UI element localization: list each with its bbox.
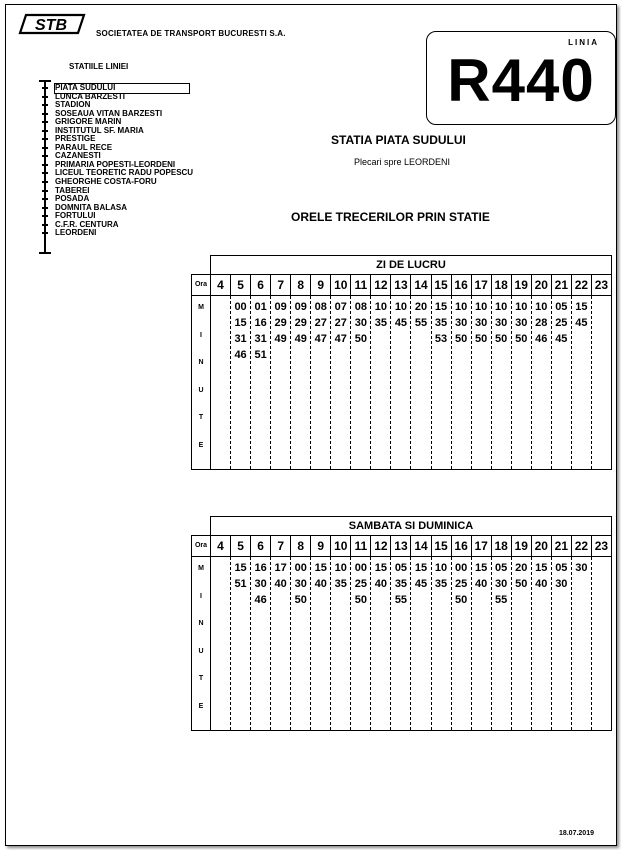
departure-minute: 20 — [515, 562, 528, 574]
departure-minute: 09 — [294, 301, 307, 313]
departure-minute: 07 — [334, 301, 347, 313]
departure-minute: 30 — [454, 317, 468, 329]
hour-cell: 15 — [432, 275, 452, 295]
hour-cell: 5 — [231, 536, 251, 556]
departure-minute: 30 — [294, 578, 307, 590]
departure-minute: 30 — [475, 317, 488, 329]
departure-minute: 15 — [234, 317, 247, 329]
minute-letter: M — [198, 304, 204, 311]
hour-cell: 16 — [452, 536, 472, 556]
station-name: DOMNITA BALASA — [55, 202, 127, 212]
departure-minute: 25 — [555, 317, 568, 329]
station-name: CAZANESTI — [55, 151, 101, 161]
print-date: 18.07.2019 — [558, 830, 594, 837]
departure-minute: 16 — [254, 562, 267, 574]
line-badge — [426, 31, 616, 125]
hour-column — [552, 296, 572, 469]
hour-label: Ora — [192, 536, 211, 556]
stop-title: STATIA PIATA SUDULUI — [331, 133, 466, 147]
direction-text: Plecari spre LEORDENI — [354, 157, 451, 167]
departure-minute: 05 — [555, 301, 568, 313]
hour-cell: 11 — [351, 275, 371, 295]
hour-cell: 6 — [251, 536, 271, 556]
departure-minute: 30 — [575, 562, 588, 574]
hour-column — [512, 296, 532, 469]
departure-minute: 45 — [575, 317, 588, 329]
hour-cell: 9 — [311, 275, 331, 295]
station-name: TABEREI — [55, 185, 90, 195]
station-tick — [42, 190, 48, 192]
hour-column — [432, 557, 452, 730]
weekday-schedule — [191, 255, 612, 469]
minute-letter: N — [198, 620, 204, 627]
departure-minute: 10 — [535, 301, 548, 313]
hour-cell: 23 — [594, 539, 609, 553]
departure-minute: 50 — [475, 333, 488, 345]
departure-minute: 30 — [555, 578, 568, 590]
hour-cell: 21 — [552, 275, 572, 295]
station-tick — [42, 138, 48, 140]
hour-cell: 17 — [472, 275, 492, 295]
departure-minute: 31 — [254, 333, 267, 345]
departure-minute: 08 — [314, 301, 327, 313]
hour-column — [452, 296, 472, 469]
hour-cell: 8 — [291, 275, 311, 295]
hour-cell: 7 — [271, 536, 291, 556]
minutes-body — [191, 556, 612, 731]
hour-column — [371, 557, 391, 730]
hour-cell: 14 — [411, 536, 431, 556]
hour-cell: 4 — [211, 275, 231, 295]
departure-minute: 17 — [274, 562, 287, 574]
departure-minute: 09 — [274, 301, 287, 313]
hour-column — [271, 557, 291, 730]
hour-cell: 22 — [572, 536, 592, 556]
station-item — [55, 229, 193, 238]
hour-column — [472, 557, 492, 730]
hour-column — [592, 557, 611, 730]
departure-minute: 49 — [294, 333, 307, 345]
minutes-vertical-label — [192, 296, 211, 469]
minute-letter: E — [198, 702, 204, 710]
departure-minute: 46 — [535, 333, 548, 345]
station-tick — [42, 181, 48, 183]
route-line — [44, 82, 46, 254]
departure-minute: 53 — [434, 333, 448, 345]
station-name: STADION — [55, 100, 91, 110]
hour-cell: 13 — [391, 536, 411, 556]
departure-minute: 40 — [475, 578, 488, 590]
hour-column — [291, 557, 311, 730]
minute-letter: E — [198, 441, 204, 449]
hour-row — [191, 274, 612, 296]
departure-minute: 10 — [394, 301, 408, 313]
departure-minute: 40 — [274, 578, 287, 590]
hour-label: Ora — [192, 275, 211, 295]
hour-column — [331, 296, 351, 469]
hour-cell: 13 — [391, 275, 411, 295]
hour-column — [492, 557, 512, 730]
hour-cell: 11 — [351, 536, 371, 556]
hour-column — [512, 557, 532, 730]
departure-minute: 30 — [254, 578, 267, 590]
departure-minute: 15 — [374, 562, 388, 574]
hour-column — [391, 296, 411, 469]
departure-minute: 47 — [334, 333, 347, 345]
departure-minute: 01 — [254, 301, 267, 313]
minute-letter: I — [200, 331, 202, 339]
station-name: C.F.R. CENTURA — [55, 219, 119, 229]
departure-minute: 50 — [515, 333, 528, 345]
departure-minute: 05 — [555, 562, 568, 574]
departure-minute: 10 — [454, 301, 468, 313]
stb-logo — [18, 13, 86, 35]
station-list — [55, 84, 193, 238]
departure-minute: 50 — [354, 594, 367, 606]
departure-minute: 45 — [394, 317, 408, 329]
hour-column — [251, 296, 271, 469]
station-name: LEORDENI — [55, 228, 97, 238]
departure-minute: 20 — [414, 301, 428, 313]
departure-minute: 30 — [495, 578, 508, 590]
departure-minute: 55 — [414, 317, 428, 329]
station-tick — [42, 155, 48, 157]
departure-minute: 10 — [475, 301, 488, 313]
departure-minute: 46 — [254, 594, 267, 606]
minute-letter: I — [200, 592, 202, 600]
hour-cell: 20 — [532, 536, 552, 556]
departure-minute: 50 — [495, 333, 508, 345]
departure-minute: 50 — [454, 333, 468, 345]
departure-minute: 10 — [374, 301, 388, 313]
hour-column — [432, 296, 452, 469]
station-tick — [42, 104, 48, 106]
timetable-page — [5, 4, 617, 846]
departure-minute: 50 — [515, 578, 528, 590]
hour-column — [411, 557, 431, 730]
departure-minute: 08 — [354, 301, 367, 313]
hour-column — [291, 296, 311, 469]
hour-cell: 12 — [371, 275, 391, 295]
hour-cell: 18 — [492, 275, 512, 295]
departure-minute: 29 — [294, 317, 307, 329]
departure-minute: 50 — [454, 594, 468, 606]
station-tick — [42, 121, 48, 123]
hour-column — [391, 557, 411, 730]
times-title: ORELE TRECERILOR PRIN STATIE — [291, 210, 490, 224]
departure-minute: 10 — [334, 562, 347, 574]
station-tick — [42, 147, 48, 149]
departure-minute: 15 — [475, 562, 488, 574]
station-tick — [42, 87, 48, 89]
departure-minute: 55 — [495, 594, 508, 606]
schedule-title: SAMBATA SI DUMINICA — [210, 516, 612, 535]
station-tick — [42, 232, 48, 234]
line-number: R440 — [447, 47, 595, 114]
station-tick — [42, 172, 48, 174]
departure-minute: 49 — [274, 333, 287, 345]
hour-row — [191, 535, 612, 557]
departure-minute: 51 — [254, 349, 267, 361]
departure-minute: 00 — [454, 562, 468, 574]
station-name: POSADA — [55, 194, 90, 204]
station-name: GHEORGHE COSTA-FORU — [55, 177, 157, 187]
station-name: PRESTIGE — [55, 134, 96, 144]
route-end-cap — [39, 252, 51, 254]
hour-cell: 16 — [452, 275, 472, 295]
hour-column — [211, 557, 231, 730]
minute-letter: N — [198, 359, 204, 366]
departure-minute: 25 — [354, 578, 367, 590]
hour-cell: 15 — [432, 536, 452, 556]
hour-cell: 8 — [291, 536, 311, 556]
route-start-cap — [39, 80, 51, 82]
hour-column — [492, 296, 512, 469]
station-tick — [42, 215, 48, 217]
departure-minute: 50 — [294, 594, 307, 606]
departure-minute: 45 — [555, 333, 568, 345]
departure-minute: 15 — [575, 301, 588, 313]
station-name: SOSEAUA VITAN BARZESTI — [55, 108, 163, 118]
hour-column — [592, 296, 611, 469]
departure-minute: 35 — [334, 578, 347, 590]
departure-minute: 40 — [374, 578, 388, 590]
minutes-vertical-label — [192, 557, 211, 730]
departure-minute: 30 — [495, 317, 508, 329]
hour-cell: 17 — [472, 536, 492, 556]
departure-minute: 15 — [314, 562, 327, 574]
departure-minute: 10 — [434, 562, 448, 574]
hour-column — [211, 296, 231, 469]
station-name: LICEUL TEORETIC RADU POPESCU — [55, 168, 194, 178]
hour-column — [371, 296, 391, 469]
departure-minute: 15 — [414, 562, 428, 574]
station-name: PRIMARIA POPESTI-LEORDENI — [55, 159, 176, 169]
departure-minute: 00 — [294, 562, 307, 574]
hour-column — [231, 296, 251, 469]
departure-minute: 05 — [394, 562, 408, 574]
minute-letter: T — [198, 675, 204, 682]
hour-cell: 6 — [251, 275, 271, 295]
hour-cell: 21 — [552, 536, 572, 556]
hour-cell: 19 — [512, 536, 532, 556]
station-tick — [42, 198, 48, 200]
departure-minute: 29 — [274, 317, 287, 329]
station-tick — [42, 130, 48, 132]
minute-letter: U — [198, 386, 204, 394]
station-tick — [42, 96, 48, 98]
hour-column — [532, 557, 552, 730]
hour-column — [231, 557, 251, 730]
departure-minute: 27 — [314, 317, 327, 329]
hour-cell: 20 — [532, 275, 552, 295]
logo-text: STB — [35, 17, 67, 34]
hour-column — [311, 296, 331, 469]
hour-column — [552, 557, 572, 730]
station-name: PARAUL RECE — [55, 142, 113, 152]
departure-minute: 15 — [535, 562, 548, 574]
departure-minute: 16 — [254, 317, 267, 329]
hour-cell: 9 — [311, 536, 331, 556]
station-name: INSTITUTUL SF. MARIA — [55, 125, 144, 135]
hour-column — [472, 296, 492, 469]
departure-minute: 47 — [314, 333, 327, 345]
departure-minute: 15 — [234, 562, 247, 574]
departure-minute: 35 — [434, 578, 448, 590]
hour-column — [452, 557, 472, 730]
hour-cell: 4 — [211, 536, 231, 556]
minute-letter: M — [198, 565, 204, 572]
departure-minute: 55 — [394, 594, 408, 606]
departure-minute: 05 — [495, 562, 508, 574]
station-name: PIATA SUDULUI — [55, 83, 116, 92]
departure-minute: 30 — [354, 317, 367, 329]
hour-column — [572, 296, 592, 469]
minute-letter: U — [198, 647, 204, 655]
hour-cell: 18 — [492, 536, 512, 556]
hour-column — [331, 557, 351, 730]
departure-minute: 50 — [354, 333, 367, 345]
weekend-schedule — [191, 516, 612, 730]
hour-cell: 19 — [512, 275, 532, 295]
hour-column — [351, 296, 371, 469]
departure-minute: 30 — [515, 317, 528, 329]
departure-minute: 27 — [334, 317, 347, 329]
station-tick — [42, 113, 48, 115]
station-tick — [42, 224, 48, 226]
departure-minute: 51 — [234, 578, 247, 590]
hour-cell: 23 — [594, 278, 609, 292]
departure-minute: 40 — [535, 578, 548, 590]
departure-minute: 10 — [495, 301, 508, 313]
station-tick — [42, 164, 48, 166]
hour-column — [351, 557, 371, 730]
station-name: GRIGORE MARIN — [55, 117, 122, 127]
departure-minute: 28 — [535, 317, 548, 329]
hour-cell: 7 — [271, 275, 291, 295]
departure-minute: 15 — [434, 301, 448, 313]
company-name: SOCIETATEA DE TRANSPORT BUCURESTI S.A. — [96, 29, 286, 38]
departure-minute: 31 — [234, 333, 247, 345]
hour-cell: 10 — [331, 536, 351, 556]
departure-minute: 00 — [234, 301, 247, 313]
hour-column — [271, 296, 291, 469]
departure-minute: 45 — [414, 578, 428, 590]
hour-column — [311, 557, 331, 730]
hour-cell: 14 — [411, 275, 431, 295]
hour-column — [411, 296, 431, 469]
departure-minute: 35 — [434, 317, 448, 329]
station-name: FORTULUI — [55, 211, 96, 221]
line-label: LINIA — [568, 38, 599, 47]
minutes-body — [191, 295, 612, 470]
hour-cell: 10 — [331, 275, 351, 295]
schedule-title: ZI DE LUCRU — [210, 255, 612, 274]
hour-cell: 22 — [572, 275, 592, 295]
hour-column — [532, 296, 552, 469]
departure-minute: 40 — [314, 578, 327, 590]
departure-minute: 10 — [515, 301, 528, 313]
stations-title: STATIILE LINIEI — [69, 62, 129, 71]
hour-column — [572, 557, 592, 730]
hour-cell: 12 — [371, 536, 391, 556]
departure-minute: 25 — [454, 578, 468, 590]
departure-minute: 00 — [354, 562, 367, 574]
minute-letter: T — [198, 414, 204, 421]
hour-column — [251, 557, 271, 730]
departure-minute: 35 — [394, 578, 408, 590]
station-name: LUNCA BARZESTI — [55, 91, 125, 101]
hour-cell: 5 — [231, 275, 251, 295]
departure-minute: 35 — [374, 317, 388, 329]
departure-minute: 46 — [234, 349, 247, 361]
station-tick — [42, 207, 48, 209]
